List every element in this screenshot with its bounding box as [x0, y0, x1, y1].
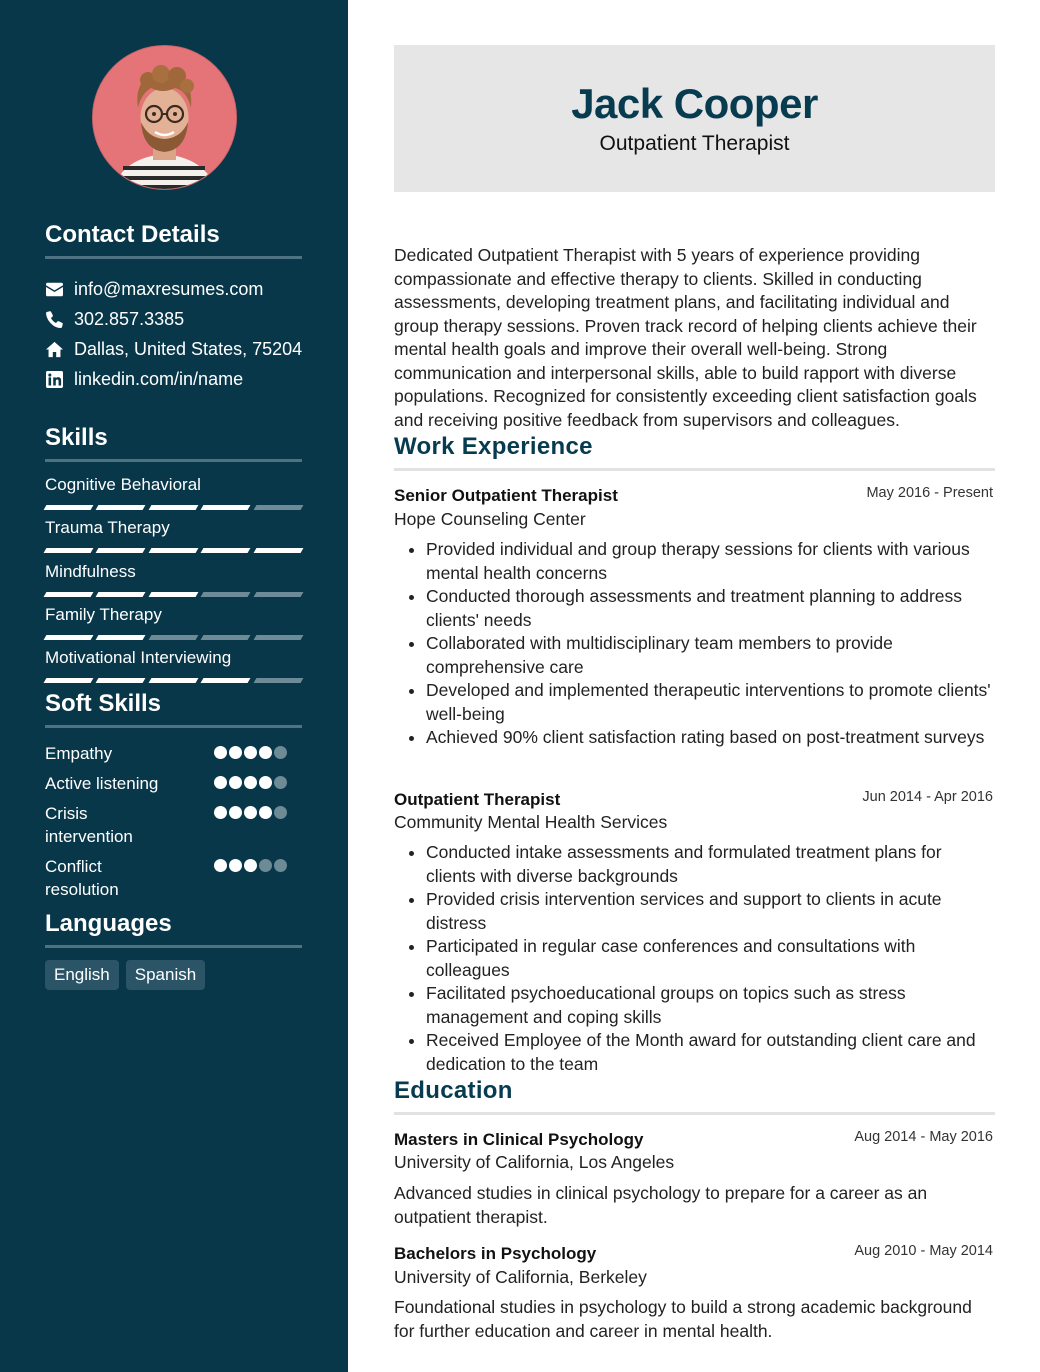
skill-bar-filled — [253, 548, 303, 553]
rating-dot-empty — [274, 859, 287, 872]
skill-label: Trauma Therapy — [45, 518, 170, 537]
soft-skill-rating — [214, 746, 290, 759]
rating-dot-filled — [214, 859, 227, 872]
sidebar — [0, 0, 348, 1372]
skill-bar-filled — [96, 678, 146, 683]
list-item: • Received Employee of the Month award for outstanding client care and dedication to the team — [426, 1029, 995, 1076]
rating-dot-filled — [229, 806, 242, 819]
skill-bar-filled — [96, 592, 146, 597]
skill-bar-empty — [253, 592, 303, 597]
home-icon — [45, 340, 63, 358]
degree-dates: Aug 2014 - May 2016 — [854, 1129, 993, 1145]
soft-skill-label: Empathy — [45, 744, 113, 763]
rating-dot-empty — [274, 776, 287, 789]
skill-bar-filled — [148, 678, 198, 683]
list-item: • Developed and implemented therapeutic interventions to promote clients' well-being — [426, 679, 995, 726]
skill-bar-filled — [201, 548, 251, 553]
phone-icon — [45, 310, 63, 328]
job-organization: Community Mental Health Services — [394, 812, 668, 832]
soft-skill-label: Active listening — [45, 774, 159, 793]
skill-bar-empty — [201, 635, 251, 640]
profile-photo — [92, 45, 237, 190]
skill-bar-filled — [44, 678, 94, 683]
skill-bar-filled — [148, 548, 198, 553]
skill-level-bar — [45, 678, 302, 684]
contact-details-heading: Contact Details — [45, 220, 302, 259]
skill-bar-filled — [44, 548, 94, 553]
professional-summary: Dedicated Outpatient Therapist with 5 years of experience providing compassionate and effective therapy to clients. Skilled in conducting assessments, developing treatment plans, and facilitating individual and group therapy sessions. Proven track record of helping clients achieve their mental health goals and improve their overall well-being. Strong communication and interpersonal skills, able to build rapport with diverse populations. Recognized for consistently exceeding client satisfaction goals and receiving positive feedback from supervisors and colleagues. — [394, 245, 977, 430]
rating-dot-filled — [244, 859, 257, 872]
main-content — [394, 0, 995, 1372]
job-bullets — [394, 538, 995, 750]
list-item: • Conducted thorough assessments and treatment planning to address clients' needs — [426, 585, 995, 632]
soft-skill-rating — [214, 859, 290, 872]
skill-bar-empty — [253, 505, 303, 510]
skill-bar-empty — [253, 678, 303, 683]
linkedin-icon — [45, 370, 63, 388]
skill-bar-filled — [44, 505, 94, 510]
degree-description: Foundational studies in psychology to build a strong academic background for further education and career in mental health. — [394, 1297, 972, 1341]
rating-dot-filled — [214, 806, 227, 819]
rating-dot-filled — [244, 806, 257, 819]
skill-level-bar — [45, 635, 302, 641]
skill-bar-filled — [148, 505, 198, 510]
skill-bar-filled — [201, 678, 251, 683]
rating-dot-filled — [259, 776, 272, 789]
rating-dot-empty — [274, 746, 287, 759]
skill-level-bar — [45, 505, 302, 511]
soft-skill-rating — [214, 776, 290, 789]
rating-dot-filled — [259, 746, 272, 759]
candidate-role: Outpatient Therapist — [599, 132, 790, 155]
job-dates: Jun 2014 - Apr 2016 — [862, 789, 993, 805]
work-experience-heading: Work Experience — [394, 432, 995, 471]
skill-bar-filled — [96, 635, 146, 640]
school-name: University of California, Berkeley — [394, 1267, 647, 1287]
rating-dot-filled — [244, 776, 257, 789]
degree-title: Bachelors in Psychology — [394, 1244, 597, 1263]
list-item: • Collaborated with multidisciplinary team members to provide comprehensive care — [426, 632, 995, 679]
languages-heading: Languages — [45, 909, 302, 948]
list-item: • Achieved 90% client satisfaction rating based on post-treatment surveys — [426, 726, 995, 750]
language-pill: English — [45, 960, 119, 990]
job-title: Senior Outpatient Therapist — [394, 486, 618, 505]
skill-level-bar — [45, 548, 302, 554]
languages-list — [45, 960, 205, 990]
job-title: Outpatient Therapist — [394, 790, 561, 809]
job-dates: May 2016 - Present — [866, 485, 993, 501]
soft-skill-label: Crisis intervention — [45, 804, 133, 846]
skill-bar-empty — [201, 592, 251, 597]
degree-dates: Aug 2010 - May 2014 — [854, 1243, 993, 1259]
list-item: • Participated in regular case conferences and consultations with colleagues — [426, 935, 995, 982]
skills-heading: Skills — [45, 423, 302, 462]
skill-bar-filled — [96, 548, 146, 553]
envelope-icon — [45, 280, 63, 298]
job-organization: Hope Counseling Center — [394, 509, 586, 529]
degree-description: Advanced studies in clinical psychology to prepare for a career as an outpatient therapist. — [394, 1183, 928, 1227]
rating-dot-filled — [229, 746, 242, 759]
rating-dot-filled — [259, 806, 272, 819]
soft-skills-heading: Soft Skills — [45, 689, 302, 728]
rating-dot-filled — [229, 776, 242, 789]
soft-skill-rating — [214, 806, 290, 819]
candidate-name: Jack Cooper — [571, 80, 818, 127]
skill-bar-empty — [148, 635, 198, 640]
rating-dot-filled — [214, 776, 227, 789]
school-name: University of California, Los Angeles — [394, 1152, 675, 1172]
job-bullets — [394, 841, 995, 1076]
skill-label: Motivational Interviewing — [45, 648, 232, 667]
rating-dot-filled — [214, 746, 227, 759]
list-item: • Conducted intake assessments and formulated treatment plans for clients with diverse backgrounds — [426, 841, 995, 888]
phone-text: 302.857.3385 — [74, 308, 185, 329]
skill-bar-empty — [253, 635, 303, 640]
skill-level-bar — [45, 592, 302, 598]
contact-phone[interactable] — [45, 307, 184, 331]
skill-bar-filled — [201, 505, 251, 510]
list-item: • Provided crisis intervention services and support to clients in acute distress — [426, 888, 995, 935]
skill-label: Mindfulness — [45, 562, 136, 581]
person-avatar-icon — [93, 46, 236, 189]
soft-skill-label: Conflict resolution — [45, 857, 119, 899]
email-text: info@maxresumes.com — [74, 278, 264, 299]
list-item: • Facilitated psychoeducational groups on topics such as stress management and coping skills — [426, 982, 995, 1029]
rating-dot-filled — [244, 746, 257, 759]
skill-bar-filled — [44, 635, 94, 640]
contact-linkedin[interactable] — [45, 367, 243, 391]
linkedin-text: linkedin.com/in/name — [74, 368, 244, 389]
rating-dot-filled — [229, 859, 242, 872]
skill-label: Family Therapy — [45, 605, 162, 624]
list-item: • Provided individual and group therapy sessions for clients with various mental health concerns — [426, 538, 995, 585]
contact-email[interactable] — [45, 277, 263, 301]
rating-dot-empty — [259, 859, 272, 872]
skill-bar-filled — [148, 592, 198, 597]
education-heading: Education — [394, 1076, 995, 1115]
skill-bar-filled — [96, 505, 146, 510]
location-text: Dallas, United States, 75204 — [74, 338, 303, 359]
degree-title: Masters in Clinical Psychology — [394, 1130, 644, 1149]
language-pill: Spanish — [126, 960, 205, 990]
skill-label: Cognitive Behavioral — [45, 475, 201, 494]
rating-dot-empty — [274, 806, 287, 819]
contact-location — [45, 337, 302, 361]
skill-bar-filled — [44, 592, 94, 597]
